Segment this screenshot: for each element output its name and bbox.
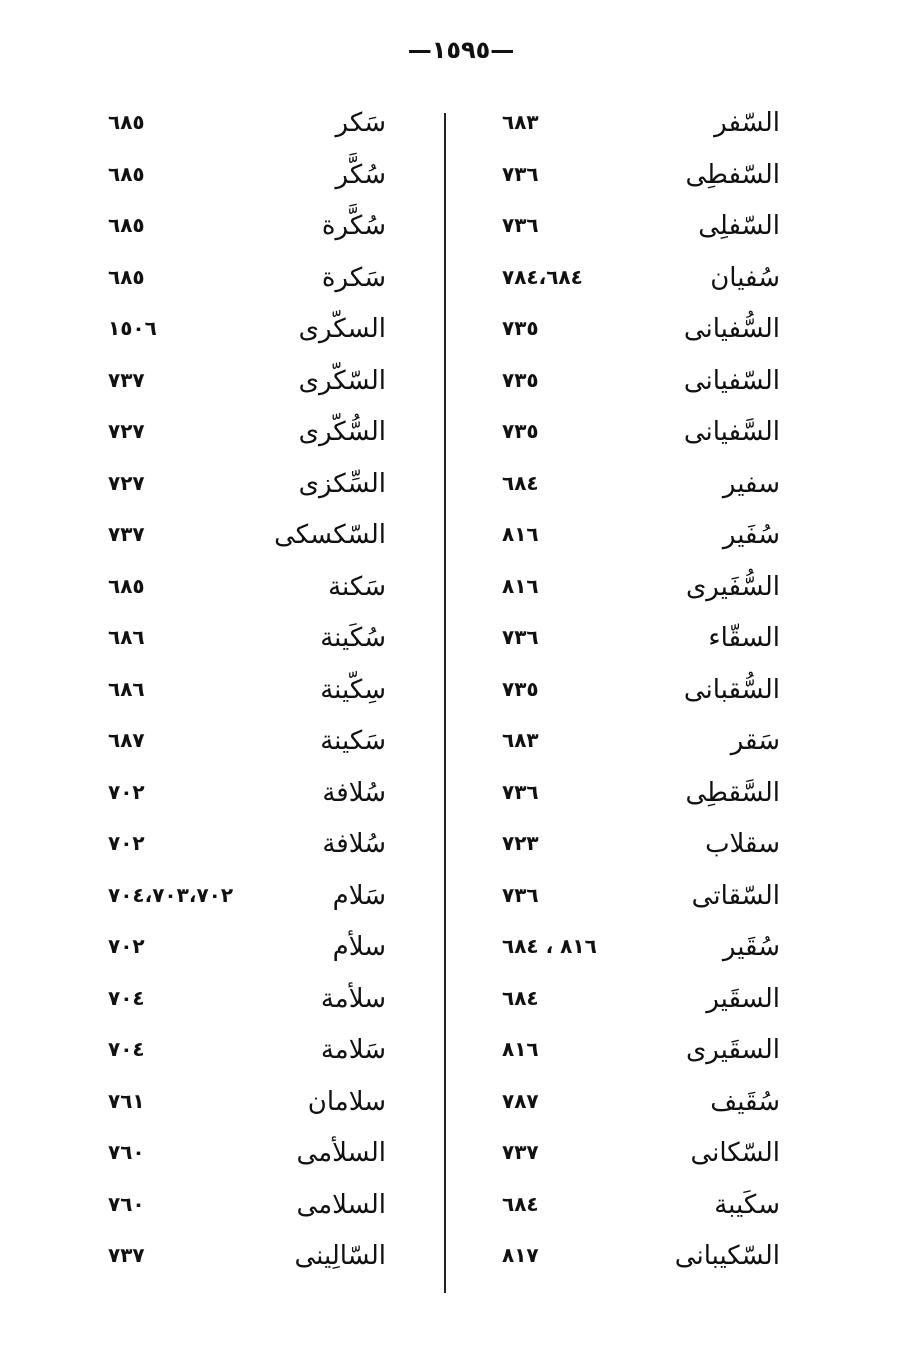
entry-page-refs: ٦٨٤	[502, 1191, 539, 1216]
entry-page-refs: ٦٨٥	[108, 161, 145, 186]
entry-name: سُفَير	[722, 520, 780, 550]
entry-page-refs: ٧٣٦	[502, 779, 539, 804]
entry-name: سَكينة	[320, 726, 386, 756]
entry-name: سُقَيف	[710, 1086, 780, 1117]
entry-page-refs: ١٥٠٦	[108, 316, 157, 340]
index-entry	[480, 100, 810, 152]
index-entry	[480, 873, 810, 925]
index-entry	[90, 1233, 410, 1285]
entry-name: سَقر	[730, 726, 780, 756]
entry-name: سَكرة	[321, 262, 386, 293]
entry-page-refs: ٧٨٤،٦٨٤	[502, 264, 583, 289]
entry-page-refs: ٧٣٦	[502, 882, 539, 907]
entry-page-refs: ٦٨٤	[502, 985, 539, 1010]
index-entry	[480, 1130, 810, 1182]
entry-name: السُّفيانى	[683, 314, 780, 344]
index-entry	[480, 1182, 810, 1234]
entry-name: السّكسكى	[274, 520, 386, 550]
entry-page-refs: ٧٣٦	[502, 161, 539, 186]
index-entry	[90, 564, 410, 616]
index-entry	[480, 976, 810, 1028]
entry-name: السقّاء	[708, 623, 780, 653]
index-entry	[90, 770, 410, 822]
index-entry	[480, 1079, 810, 1131]
entry-page-refs: ٨١٦	[502, 573, 539, 598]
entry-name: السّفيانى	[683, 365, 780, 396]
entry-page-refs: ٦٨٥	[108, 264, 145, 289]
entry-page-refs: ٦٨٥	[108, 573, 145, 598]
entry-page-refs: ٧٠٢	[108, 779, 145, 804]
entry-page-refs: ٦٨٦	[108, 676, 145, 701]
entry-page-refs: ٧٣٧	[108, 1243, 145, 1267]
entry-name: السَّقطِى	[685, 777, 780, 808]
entry-page-refs: ٨١٦	[502, 1037, 539, 1061]
index-entry	[480, 409, 810, 461]
entry-page-refs: ٧٣٥	[502, 676, 539, 701]
entry-name: سَكر	[335, 108, 386, 138]
entry-page-refs: ٧٦٠	[108, 1191, 145, 1216]
entry-name: سُقَير	[722, 932, 780, 962]
index-entry	[480, 667, 810, 719]
index-entry	[480, 306, 810, 358]
index-entry	[90, 1027, 410, 1079]
index-entry	[90, 512, 410, 564]
index-entry	[90, 152, 410, 204]
entry-name: السّفلِى	[698, 211, 780, 241]
entry-name: سلأمة	[320, 983, 386, 1014]
entry-name: السقَيرى	[685, 1035, 780, 1065]
index-entry	[480, 461, 810, 513]
entry-name: السّفطِى	[685, 159, 780, 190]
page-number: —١٥٩٥—	[407, 36, 515, 64]
entry-page-refs: ٧٠٢	[108, 934, 145, 958]
entry-name: السكّرى	[298, 314, 386, 344]
entry-page-refs: ٧٠٤	[108, 985, 145, 1010]
entry-name: السّكّرى	[298, 365, 386, 396]
entry-name: السّفر	[714, 108, 780, 138]
entry-page-refs: ٧٣٧	[108, 522, 145, 546]
entry-name: السّكيبانى	[674, 1241, 780, 1271]
entry-name: السُّفَيرى	[685, 571, 780, 602]
index-entry	[90, 924, 410, 976]
entry-page-refs: ٦٨٧	[108, 728, 145, 752]
entry-page-refs: ٦٨٣	[502, 728, 539, 752]
entry-name: سُفيان	[710, 262, 780, 293]
entry-name: سُكَينة	[320, 623, 386, 653]
index-column-left	[90, 100, 410, 1285]
entry-page-refs: ٧٣٧	[108, 367, 145, 392]
index-entry	[90, 203, 410, 255]
index-entry	[90, 976, 410, 1028]
index-entry	[480, 152, 810, 204]
index-entry	[90, 821, 410, 873]
entry-name: سَلامة	[320, 1035, 386, 1065]
entry-page-refs: ٧٣٥	[502, 419, 539, 443]
entry-name: سُكَّر	[335, 159, 386, 190]
index-entry	[90, 100, 410, 152]
column-divider	[444, 113, 446, 1293]
entry-name: سكَيبة	[714, 1189, 780, 1220]
entry-page-refs: ٦٨٥	[108, 110, 145, 134]
index-entry	[480, 1027, 810, 1079]
index-entry	[90, 255, 410, 307]
entry-name: سفير	[722, 468, 780, 499]
index-entry	[90, 358, 410, 410]
entry-name: السّكانى	[690, 1138, 780, 1168]
index-column-right	[480, 100, 810, 1285]
entry-page-refs: ٨١٦ ، ٦٨٤	[502, 934, 597, 958]
entry-name: سُلافة	[322, 829, 386, 859]
index-entry	[480, 358, 810, 410]
entry-name: السُّكّرى	[298, 417, 386, 447]
entry-page-refs: ٧٠٤،٧٠٣،٧٠٢	[108, 882, 234, 907]
entry-page-refs: ٧٠٢	[108, 831, 145, 855]
index-entry	[480, 821, 810, 873]
index-entry	[90, 1130, 410, 1182]
entry-page-refs: ٧٦١	[108, 1088, 145, 1113]
entry-name: سُكَّرة	[321, 211, 386, 241]
entry-name: السَّفيانى	[683, 417, 780, 447]
entry-page-refs: ٧٦٠	[108, 1140, 145, 1164]
entry-name: سِكّينة	[320, 674, 386, 705]
entry-page-refs: ٧٣٥	[502, 367, 539, 392]
index-entry	[480, 718, 810, 770]
entry-name: سَلام	[332, 880, 386, 911]
index-entry	[90, 615, 410, 667]
entry-name: السلامى	[296, 1189, 386, 1220]
entry-name: سقلاب	[705, 829, 780, 859]
index-entry	[480, 203, 810, 255]
index-entry	[480, 564, 810, 616]
index-entry	[480, 615, 810, 667]
entry-page-refs: ٧٢٧	[108, 470, 145, 495]
entry-page-refs: ٨١٧	[502, 1243, 539, 1267]
entry-page-refs: ٧٠٤	[108, 1037, 145, 1061]
entry-page-refs: ٦٨٥	[108, 213, 145, 237]
entry-name: سَكنة	[328, 571, 386, 602]
index-entry	[480, 770, 810, 822]
entry-page-refs: ٨١٦	[502, 522, 539, 546]
index-entry	[90, 1182, 410, 1234]
entry-page-refs: ٧٣٦	[502, 625, 539, 649]
entry-name: السُّقبانى	[683, 674, 780, 705]
index-entry	[480, 512, 810, 564]
index-entry	[90, 718, 410, 770]
entry-name: السقَير	[706, 983, 780, 1014]
entry-name: السِّكزى	[298, 468, 386, 499]
entry-page-refs: ٧٣٧	[502, 1140, 539, 1164]
entry-page-refs: ٧٨٧	[502, 1088, 539, 1113]
index-entry	[90, 306, 410, 358]
entry-name: السّقاتى	[691, 880, 780, 911]
entry-page-refs: ٧٣٥	[502, 316, 539, 340]
index-entry	[90, 1079, 410, 1131]
entry-name: سُلافة	[322, 777, 386, 808]
entry-page-refs: ٦٨٦	[108, 625, 145, 649]
index-entry	[90, 461, 410, 513]
entry-name: سلأم	[332, 932, 386, 962]
index-entry	[90, 667, 410, 719]
index-entry	[90, 873, 410, 925]
entry-page-refs: ٦٨٤	[502, 470, 539, 495]
entry-page-refs: ٧٣٦	[502, 213, 539, 237]
index-entry	[90, 409, 410, 461]
index-entry	[480, 924, 810, 976]
entry-name: سلامان	[307, 1086, 386, 1117]
entry-page-refs: ٧٢٧	[108, 419, 145, 443]
entry-page-refs: ٧٢٣	[502, 831, 539, 855]
entry-name: السلأمى	[296, 1138, 386, 1168]
entry-page-refs: ٦٨٣	[502, 110, 539, 134]
index-entry	[480, 255, 810, 307]
index-entry	[480, 1233, 810, 1285]
entry-name: السّالِينى	[294, 1241, 386, 1271]
